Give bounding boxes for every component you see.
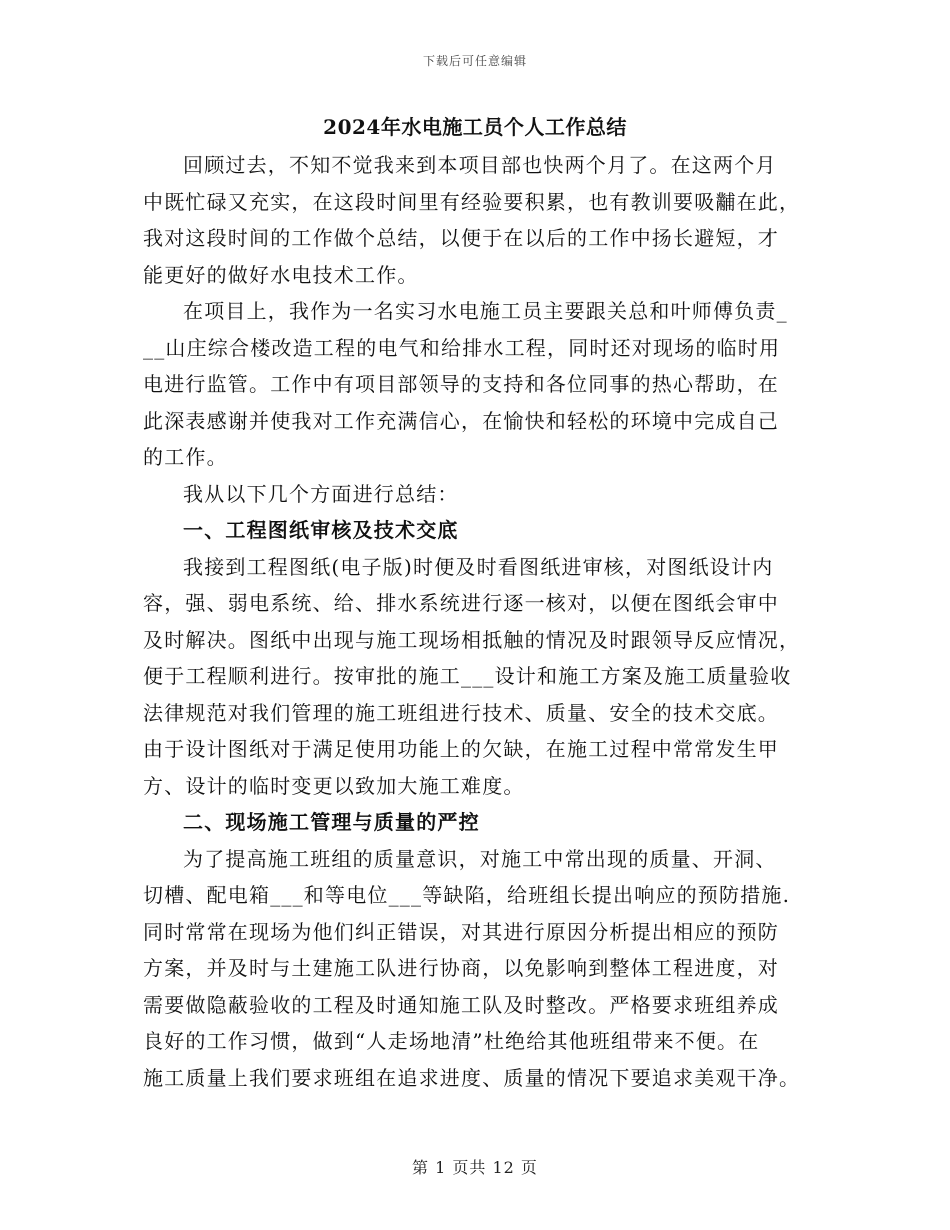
text-line: 回顾过去，不知不觉我来到本项目部也快两个月了。在这两个月 xyxy=(183,153,777,177)
document-title: 2024年水电施工员个人工作总结 xyxy=(323,115,627,139)
text-line: 在项目上，我作为一名实习水电施工员主要跟关总和叶师傅负责_ xyxy=(183,299,788,323)
text-line: 法律规范对我们管理的施工班组进行技术、质量、安全的技术交底。 xyxy=(143,700,779,725)
text-line: 需要做隐蔽验收的工程及时通知施工队及时整改。严格要求班组养成 xyxy=(143,992,779,1017)
text-line: 中既忙碌又充实，在这段时间里有经验要积累，也有教训要吸黼在此， xyxy=(143,189,801,214)
paragraph xyxy=(143,476,808,513)
text-line: 由于设计图纸对于满足使用功能上的欠缺，在施工过程中常常发生甲 xyxy=(143,737,779,761)
text-line: __山庄综合楼改造工程的电气和给排水工程，同时还对现场的临时用 xyxy=(143,335,781,360)
document-body xyxy=(143,147,808,1096)
text-line: 容，强、弱电系统、给、排水系统进行逐一核对，以便在图纸会审中 xyxy=(143,591,779,615)
text-line: 我对这段时间的工作做个总结，以便于在以后的工作中扬长避短，才 xyxy=(143,226,779,250)
section-heading-text: 二、现场施工管理与质量的严控 xyxy=(183,810,480,834)
text-line: 能更好的做好水电技术工作。 xyxy=(143,262,419,287)
text-line: 良好的工作习惯，做到“人走场地清”杜绝给其他班组带来不便。在 xyxy=(143,1029,760,1053)
text-line: 便于工程顺利进行。按审批的施工___设计和施工方案及施工质量验收 xyxy=(143,664,792,688)
text-line: 电进行监管。工作中有项目部领导的支持和各位同事的热心帮助，在 xyxy=(143,372,779,396)
text-line: 施工质量上我们要求班组在追求进度、质量的情况下要追求美观干净。 xyxy=(143,1065,801,1090)
text-line: 方、设计的临时变更以致加大施工难度。 xyxy=(143,773,525,798)
paragraph xyxy=(143,841,808,1097)
text-line: 及时解决。图纸中出现与施工现场相抵触的情况及时跟领导反应情况， xyxy=(143,627,801,652)
text-line: 为了提高施工班组的质量意识，对施工中常出现的质量、开洞、 xyxy=(183,846,777,871)
paragraph xyxy=(143,293,808,476)
text-line: 方案，并及时与土建施工队进行协商，以免影响到整体工程进度，对 xyxy=(143,956,779,980)
header-note: 下载后可任意编辑 xyxy=(422,54,527,68)
section-heading xyxy=(143,804,808,841)
page-number-footer: 第 1 页共 12 页 xyxy=(412,1158,538,1177)
text-line: 我从以下几个方面进行总结： xyxy=(183,481,459,506)
text-line: 的工作。 xyxy=(143,445,228,469)
paragraph xyxy=(143,147,808,293)
section-heading xyxy=(143,512,808,549)
text-line: 此深表感谢并使我对工作充满信心，在愉快和轻松的环境中完成自己 xyxy=(143,408,779,433)
paragraph xyxy=(143,549,808,805)
text-line: 切槽、配电箱___和等电位___等缺陷，给班组长提出响应的预防措施. xyxy=(143,883,791,907)
section-heading-text: 一、工程图纸审核及技术交底 xyxy=(183,518,459,542)
text-line: 同时常常在现场为他们纠正错误，对其进行原因分析提出相应的预防 xyxy=(143,919,779,944)
text-line: 我接到工程图纸(电子版)时便及时看图纸进审核，对图纸设计内 xyxy=(183,554,774,579)
